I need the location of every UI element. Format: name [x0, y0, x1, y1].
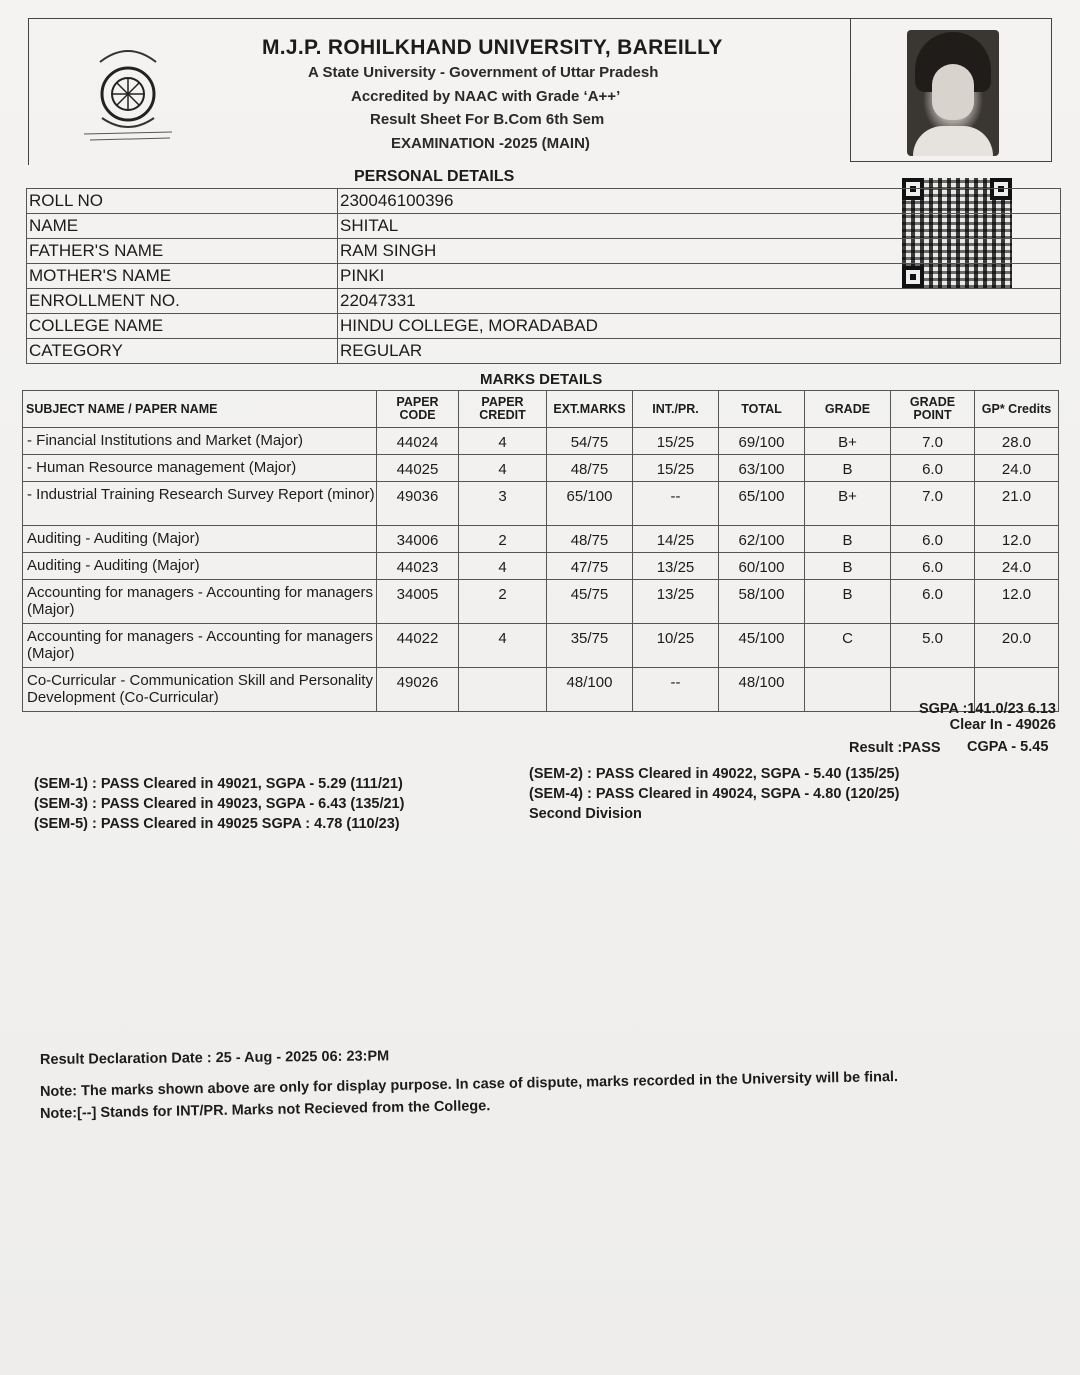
college-label: COLLEGE NAME	[27, 314, 338, 339]
marks-table	[22, 390, 1059, 712]
roll-no-row	[27, 189, 1061, 214]
total-marks: 60/100	[719, 553, 805, 580]
grade: B+	[805, 428, 891, 455]
table-row	[23, 482, 1059, 526]
result-declaration-date: Result Declaration Date : 25 - Aug - 2025 06: 23:PM	[39, 1048, 390, 1068]
table-row	[23, 668, 1059, 712]
col-gp-credits: GP* Credits	[975, 391, 1059, 428]
grade: C	[805, 624, 891, 668]
ext-marks: 48/100	[547, 668, 633, 712]
name-row	[27, 214, 1061, 239]
total-marks: 69/100	[719, 428, 805, 455]
sem-5-result: (SEM-5) : PASS Cleared in 49025 SGPA : 4.78 (110/23)	[34, 816, 400, 832]
father-name-row	[27, 239, 1061, 264]
table-row	[23, 580, 1059, 624]
sem-4-result: (SEM-4) : PASS Cleared in 49024, SGPA - 4.80 (120/25)	[529, 786, 900, 802]
ext-marks: 54/75	[547, 428, 633, 455]
paper-code: 44024	[377, 428, 459, 455]
paper-code: 44025	[377, 455, 459, 482]
gp-credits: 28.0	[975, 428, 1059, 455]
col-grade-point: GRADE POINT	[891, 391, 975, 428]
personal-details-title: PERSONAL DETAILS	[354, 168, 515, 185]
total-marks: 45/100	[719, 624, 805, 668]
father-name-label: FATHER'S NAME	[27, 239, 338, 264]
grade: B	[805, 526, 891, 553]
int-marks: 15/25	[633, 455, 719, 482]
result-text: Result :PASS	[849, 740, 941, 756]
col-int-pr: INT./PR.	[633, 391, 719, 428]
int-marks: 15/25	[633, 428, 719, 455]
gp-credits: 12.0	[975, 580, 1059, 624]
mother-name-value: PINKI	[338, 264, 1061, 289]
grade-point: 6.0	[891, 580, 975, 624]
total-marks: 65/100	[719, 482, 805, 526]
total-marks: 58/100	[719, 580, 805, 624]
paper-code: 44022	[377, 624, 459, 668]
name-value: SHITAL	[338, 214, 1061, 239]
examination-text: EXAMINATION -2025 (MAIN)	[391, 135, 590, 152]
university-title: M.J.P. ROHILKHAND UNIVERSITY, BAREILLY	[262, 36, 723, 59]
subject-name: Auditing - Auditing (Major)	[23, 553, 377, 580]
table-row	[23, 624, 1059, 668]
total-marks: 63/100	[719, 455, 805, 482]
marks-header-row	[23, 391, 1059, 428]
subject-name: - Industrial Training Research Survey Report (minor)	[23, 482, 377, 526]
roll-no-label: ROLL NO	[27, 189, 338, 214]
paper-credit: 2	[459, 580, 547, 624]
clear-in-text: Clear In - 49026	[949, 717, 1056, 733]
paper-credit: 4	[459, 455, 547, 482]
ext-marks: 45/75	[547, 580, 633, 624]
category-label: CATEGORY	[27, 339, 338, 364]
result-sheet-text: Result Sheet For B.Com 6th Sem	[370, 111, 605, 128]
display-purpose-note: Note: The marks shown above are only for display purpose. In case of dispute, marks recorded in the University will be final.	[39, 1069, 899, 1100]
enrollment-row	[27, 289, 1061, 314]
table-row	[23, 428, 1059, 455]
sgpa-text: SGPA :141.0/23 6.13	[918, 701, 1056, 717]
int-pr-note: Note:[--] Stands for INT/PR. Marks not Recieved from the College.	[39, 1098, 491, 1122]
gp-credits: 24.0	[975, 455, 1059, 482]
col-paper-code: PAPER CODE	[377, 391, 459, 428]
gp-credits: 12.0	[975, 526, 1059, 553]
mother-name-label: MOTHER'S NAME	[27, 264, 338, 289]
grade: B+	[805, 482, 891, 526]
grade-point: 6.0	[891, 526, 975, 553]
grade-point: 5.0	[891, 624, 975, 668]
paper-code: 34005	[377, 580, 459, 624]
grade: B	[805, 580, 891, 624]
subject-name: Co-Curricular - Communication Skill and Personality Development (Co-Curricular)	[23, 668, 377, 712]
grade-point: 6.0	[891, 455, 975, 482]
semester-history-left	[34, 774, 404, 834]
enrollment-value: 22047331	[338, 289, 1061, 314]
table-row	[23, 526, 1059, 553]
ext-marks: 65/100	[547, 482, 633, 526]
university-logo-icon	[80, 44, 176, 144]
col-grade: GRADE	[805, 391, 891, 428]
total-marks: 48/100	[719, 668, 805, 712]
paper-credit: 2	[459, 526, 547, 553]
ext-marks: 35/75	[547, 624, 633, 668]
paper-code: 44023	[377, 553, 459, 580]
subject-name: Accounting for managers - Accounting for managers (Major)	[23, 624, 377, 668]
sem-3-result: (SEM-3) : PASS Cleared in 49023, SGPA - 6.43 (135/21)	[34, 796, 405, 812]
col-total: TOTAL	[719, 391, 805, 428]
paper-code: 49036	[377, 482, 459, 526]
table-row	[23, 553, 1059, 580]
ext-marks: 48/75	[547, 455, 633, 482]
ext-marks: 47/75	[547, 553, 633, 580]
paper-credit: 4	[459, 553, 547, 580]
int-marks: 13/25	[633, 553, 719, 580]
grade: B	[805, 455, 891, 482]
gp-credits: 24.0	[975, 553, 1059, 580]
grade: B	[805, 553, 891, 580]
grade-point: 7.0	[891, 482, 975, 526]
col-paper-credit: PAPER CREDIT	[459, 391, 547, 428]
subject-name: - Human Resource management (Major)	[23, 455, 377, 482]
gp-credits: 20.0	[975, 624, 1059, 668]
father-name-value: RAM SINGH	[338, 239, 1061, 264]
int-marks: 13/25	[633, 580, 719, 624]
college-value: HINDU COLLEGE, MORADABAD	[338, 314, 1061, 339]
paper-code: 34006	[377, 526, 459, 553]
accreditation-text: Accredited by NAAC with Grade ‘A++’	[351, 88, 621, 105]
mother-name-row	[27, 264, 1061, 289]
sem-1-result: (SEM-1) : PASS Cleared in 49021, SGPA - 5.29 (111/21)	[34, 776, 403, 792]
college-row	[27, 314, 1061, 339]
cgpa-text: CGPA - 5.45	[967, 739, 1049, 755]
paper-credit: 4	[459, 624, 547, 668]
grade-point: 7.0	[891, 428, 975, 455]
marks-details-title: MARKS DETAILS	[480, 371, 603, 388]
personal-details-table	[26, 188, 1061, 364]
category-value: REGULAR	[338, 339, 1061, 364]
paper-credit	[459, 668, 547, 712]
table-row	[23, 455, 1059, 482]
int-marks: --	[633, 482, 719, 526]
student-photo	[907, 30, 999, 156]
ext-marks: 48/75	[547, 526, 633, 553]
paper-code: 49026	[377, 668, 459, 712]
semester-history-right	[529, 764, 899, 824]
roll-no-value: 230046100396	[338, 189, 1061, 214]
university-subtitle: A State University - Government of Uttar Pradesh	[308, 64, 659, 81]
sem-2-result: (SEM-2) : PASS Cleared in 49022, SGPA - 5.40 (135/25)	[529, 766, 900, 782]
subject-name: Accounting for managers - Accounting for managers (Major)	[23, 580, 377, 624]
category-row	[27, 339, 1061, 364]
gp-credits: 21.0	[975, 482, 1059, 526]
grade-point: 6.0	[891, 553, 975, 580]
paper-credit: 3	[459, 482, 547, 526]
int-marks: --	[633, 668, 719, 712]
paper-credit: 4	[459, 428, 547, 455]
grade	[805, 668, 891, 712]
subject-name: Auditing - Auditing (Major)	[23, 526, 377, 553]
int-marks: 14/25	[633, 526, 719, 553]
total-marks: 62/100	[719, 526, 805, 553]
col-subject: SUBJECT NAME / PAPER NAME	[23, 391, 377, 428]
col-ext-marks: EXT.MARKS	[547, 391, 633, 428]
enrollment-label: ENROLLMENT NO.	[27, 289, 338, 314]
division-text: Second Division	[529, 806, 642, 822]
subject-name: - Financial Institutions and Market (Major)	[23, 428, 377, 455]
name-label: NAME	[27, 214, 338, 239]
int-marks: 10/25	[633, 624, 719, 668]
